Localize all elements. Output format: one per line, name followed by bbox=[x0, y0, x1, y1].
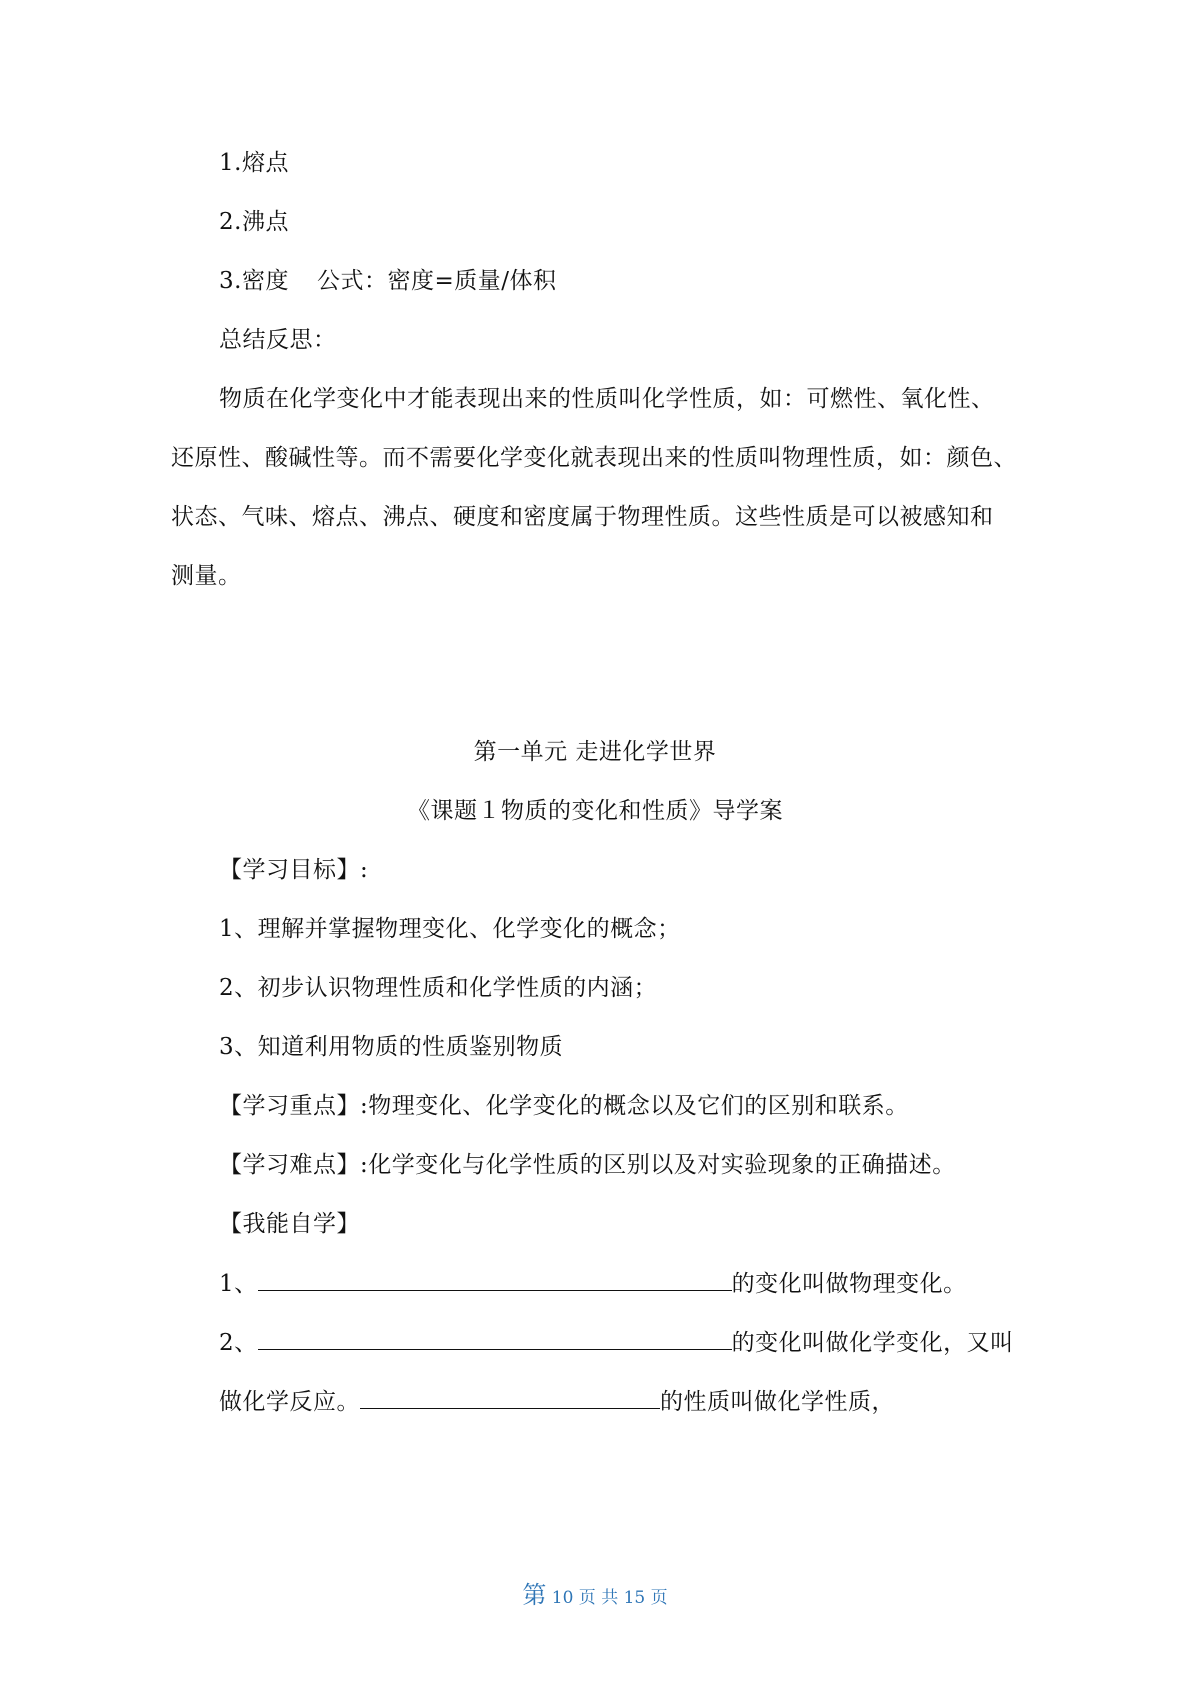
question-1-suffix: 的变化叫做物理变化。 bbox=[731, 1271, 967, 1297]
summary-paragraph-line-4: 测量。 bbox=[171, 563, 242, 589]
objective-2: 2、初步认识物理性质和化学性质的内涵； bbox=[219, 975, 658, 1001]
question-1-blank[interactable] bbox=[258, 1268, 732, 1291]
question-2-line-2-suffix: 的性质叫做化学性质， bbox=[660, 1389, 895, 1415]
key-point-text: 物理变化、化学变化的概念以及它们的区别和联系。 bbox=[368, 1093, 909, 1119]
unit-title: 第一单元 走进化学世界 bbox=[473, 739, 717, 765]
objective-3: 3、知道利用物质的性质鉴别物质 bbox=[219, 1034, 564, 1060]
key-point bbox=[219, 1091, 909, 1121]
question-2-blank[interactable] bbox=[258, 1327, 732, 1350]
summary-paragraph-line-1: 物质在化学变化中才能表现出来的性质叫化学性质，如：可燃性、氧化性、 bbox=[219, 386, 995, 412]
objective-1: 1、理解并掌握物理变化、化学变化的概念； bbox=[219, 916, 681, 942]
item-melting-point: 1.熔点 bbox=[219, 150, 289, 176]
question-1-number: 1、 bbox=[219, 1271, 258, 1297]
item-density-label: 3.密度 bbox=[219, 268, 289, 294]
question-1 bbox=[219, 1268, 967, 1299]
self-study-heading: 【我能自学】 bbox=[219, 1211, 360, 1237]
page-footer bbox=[0, 1575, 1190, 1610]
footer-current-page: 10 bbox=[551, 1588, 574, 1608]
question-2-number: 2、 bbox=[219, 1330, 258, 1356]
objectives-heading: 【学习目标】: bbox=[219, 857, 369, 883]
key-point-label: 【学习重点】: bbox=[219, 1093, 369, 1119]
summary-paragraph-line-2: 还原性、酸碱性等。而不需要化学变化就表现出来的性质叫物理性质，如：颜色、 bbox=[171, 445, 1017, 471]
question-2-line-2 bbox=[219, 1386, 895, 1417]
question-2 bbox=[219, 1327, 1014, 1358]
difficulty-label: 【学习难点】: bbox=[219, 1152, 369, 1178]
question-2-line-2-blank[interactable] bbox=[360, 1386, 660, 1409]
footer-total-pages: 15 bbox=[623, 1588, 646, 1608]
difficulty-text: 化学变化与化学性质的区别以及对实验现象的正确描述。 bbox=[368, 1152, 956, 1178]
lesson-title: 《课题１物质的变化和性质》导学案 bbox=[407, 798, 783, 824]
summary-paragraph-line-3: 状态、气味、熔点、沸点、硬度和密度属于物理性质。这些性质是可以被感知和 bbox=[171, 504, 994, 530]
footer-di: 第 bbox=[522, 1581, 547, 1609]
summary-heading: 总结反思： bbox=[219, 327, 337, 353]
density-formula: 公式：密度=质量/体积 bbox=[316, 268, 557, 294]
item-boiling-point: 2.沸点 bbox=[219, 209, 289, 235]
item-density bbox=[219, 266, 556, 296]
footer-ye2: 页 bbox=[650, 1588, 668, 1608]
difficulty bbox=[219, 1150, 956, 1180]
footer-gong: 共 bbox=[601, 1588, 619, 1608]
question-2-suffix: 的变化叫做化学变化，又叫 bbox=[731, 1330, 1014, 1356]
question-2-line-2-prefix: 做化学反应。 bbox=[219, 1389, 360, 1415]
footer-ye: 页 bbox=[578, 1588, 596, 1608]
